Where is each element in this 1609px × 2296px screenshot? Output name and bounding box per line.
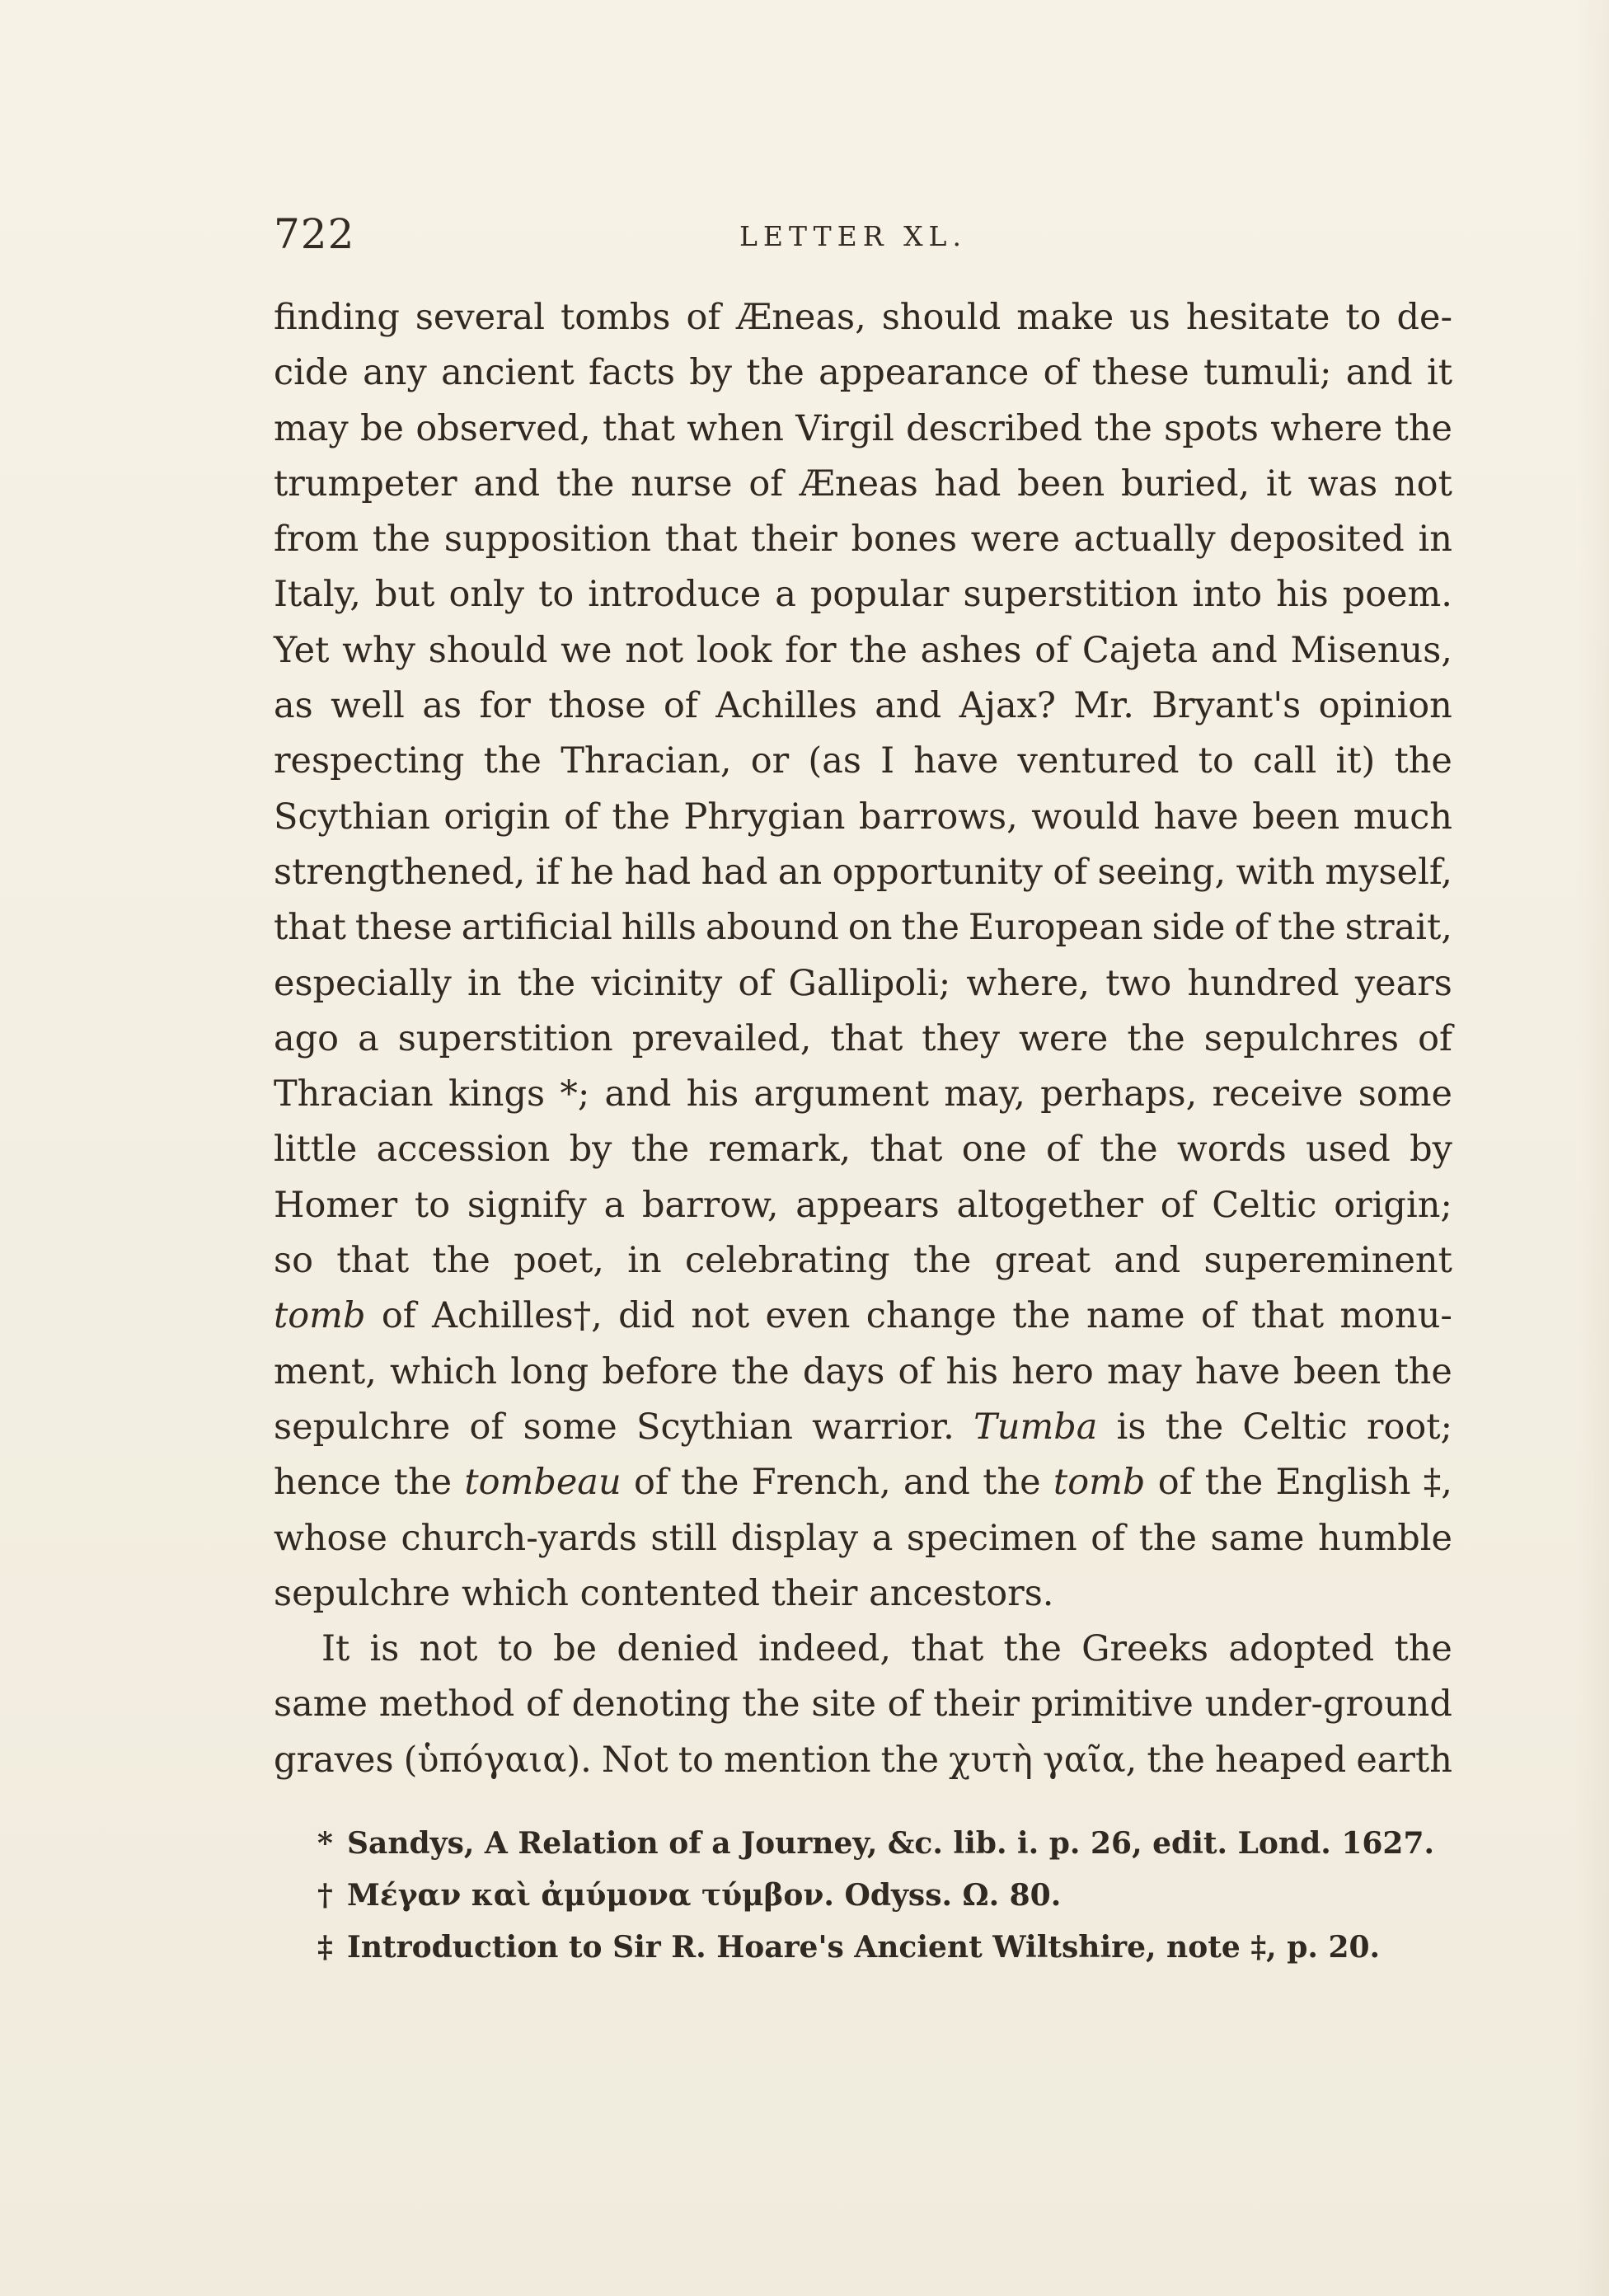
- body-line: ago a superstition prevailed, that they were the sepulchres of: [274, 1017, 1452, 1059]
- body-line: little accession by the remark, that one of the words used by: [274, 1129, 1452, 1171]
- body-line: ment, which long before the days of his hero may have been the: [274, 1350, 1452, 1392]
- footnote: [317, 1922, 1471, 1974]
- body-line: trumpeter and the nurse of Æneas had been buried, it was not: [274, 462, 1452, 505]
- body-line: same method of denoting the site of their primitive under-ground: [274, 1683, 1452, 1726]
- body-line: hence the tombeau of the French, and the tomb of the English ‡,: [274, 1462, 1452, 1504]
- page-edge-shading: [1576, 0, 1609, 2296]
- body-line: Thracian kings *; and his argument may, perhaps, receive some: [274, 1073, 1452, 1115]
- footnote-text: Μέγαν καὶ ἀμύμονα τύμβον. Odyss. Ω. 80.: [347, 1878, 1062, 1913]
- body-line: Yet why should we not look for the ashes of Cajeta and Misenus,: [274, 629, 1452, 671]
- footnote: [317, 1818, 1471, 1870]
- body-line: finding several tombs of Æneas, should make us hesitate to de-: [274, 297, 1452, 338]
- body-line: as well as for those of Achilles and Ajax? Mr. Bryant's opinion: [274, 685, 1452, 727]
- body-text: [274, 290, 1452, 1788]
- footnote-mark: †: [317, 1878, 333, 1913]
- body-line: whose church-yards still display a specimen of the same humble: [274, 1517, 1452, 1559]
- footnote-mark: ‡: [317, 1930, 333, 1965]
- body-line: so that the poet, in celebrating the great and supereminent: [274, 1240, 1452, 1282]
- footnote-text: Sandys, A Relation of a Journey, &c. lib. i. p. 26, edit. Lond. 1627.: [347, 1826, 1435, 1861]
- body-line: It is not to be denied indeed, that the Greeks adopted the: [321, 1628, 1452, 1670]
- body-line: graves (ὑπόγαια). Not to mention the χυτὴ γαῖα, the heaped earth: [274, 1739, 1452, 1781]
- page-number: 722: [274, 210, 355, 258]
- footnote-mark: *: [317, 1826, 333, 1861]
- body-line: tomb of Achilles†, did not even change the name of that monu-: [274, 1295, 1452, 1337]
- running-head: LETTER XL.: [739, 220, 967, 252]
- page-header: [274, 210, 1452, 260]
- body-line: Scythian origin of the Phrygian barrows, would have been much: [274, 796, 1452, 838]
- body-line: sepulchre of some Scythian warrior. Tumba is the Celtic root;: [274, 1406, 1452, 1448]
- body-line: cide any ancient facts by the appearance of these tumuli; and it: [274, 352, 1452, 394]
- body-line: that these artificial hills abound on the European side of the strait,: [274, 907, 1452, 949]
- footnote: [317, 1870, 1471, 1922]
- body-line: especially in the vicinity of Gallipoli; where, two hundred years: [274, 962, 1452, 1004]
- body-line: sepulchre which contented their ancestors.: [274, 1572, 1054, 1614]
- body-line: Homer to signify a barrow, appears altogether of Celtic origin;: [274, 1184, 1452, 1226]
- body-line: may be observed, that when Virgil described the spots where the: [274, 407, 1452, 449]
- footnote-text: Introduction to Sir R. Hoare's Ancient Wiltshire, note ‡, p. 20.: [347, 1930, 1381, 1965]
- body-line: Italy, but only to introduce a popular superstition into his poem.: [274, 574, 1452, 616]
- body-line: from the supposition that their bones were actually deposited in: [274, 519, 1452, 561]
- footnotes: [317, 1818, 1471, 1974]
- body-line: respecting the Thracian, or (as I have ventured to call it) the: [274, 740, 1452, 782]
- body-line: strengthened, if he had had an opportunity of seeing, with myself,: [274, 851, 1452, 893]
